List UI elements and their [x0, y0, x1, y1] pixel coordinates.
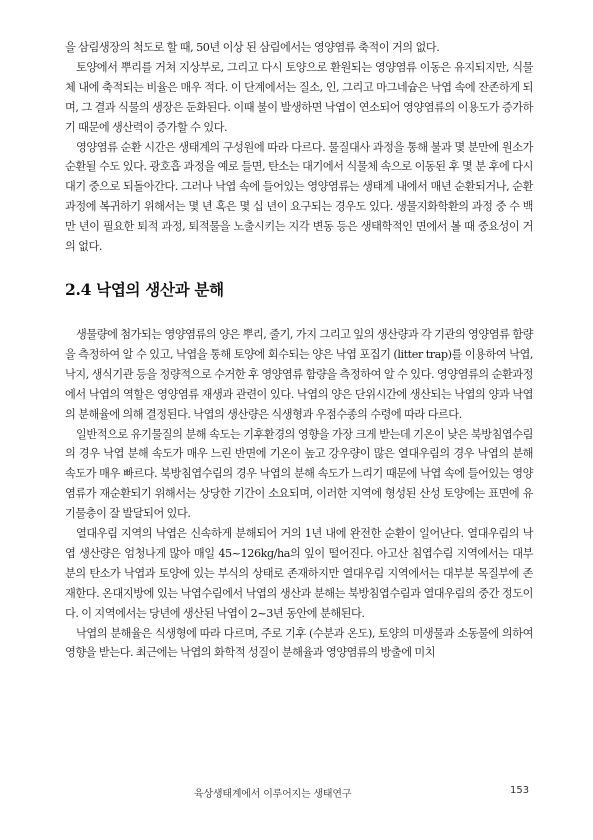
paragraph-nutrient-movement: 토양에서 뿌리를 거쳐 지상부로, 그리고 다시 토양으로 환원되는 영양염류 이동은 유지되지만, 식물체 내에 축적되는 비율은 매우 적다. 이 단계에서는 질소, 인, 그리고 마그네슘은 낙엽 속에 잔존하게 되며, 그 결과 식물의 생장은 둔화된다. 이때 불이 발생하면 낙엽이 연소되어 영양염류의 이용도가 증가하기 때문에 생산력이 증가할 수 있다.: [65, 60, 533, 134]
paragraph-cycling-time: 영양염류 순환 시간은 생태계의 구성원에 따라 다르다. 물질대사 과정을 통해 불과 몇 분만에 원소가 순환될 수도 있다. 광호흡 과정을 예로 들면, 탄소는 대기에서 식물체 속으로 이동된 후 몇 분 후에 다시 대기 중으로 되돌아간다. 그러나 낙엽 속에 들어있는 영양염류는 생태계 내에서 매년 순환되거나, 순환과정에 복귀하기 위해서는 몇 년 혹은 몇 십 년이 요구되는 경우도 있다. 생물지화학환의 과정 중 수 백만 년이 필요한 퇴적 과정, 퇴적물을 노출시키는 지각 변동 등은 생태학적인 면에서 볼 때 중요성이 거의 없다.: [65, 140, 533, 254]
body-text: [65, 38, 533, 663]
section-heading: 2.4 낙엽의 생산과 분해: [65, 279, 224, 299]
paragraph-decomposition-rate: 일반적으로 유기물질의 분해 속도는 기후환경의 영향을 가장 크게 받는데 기온이 낮은 북방침엽수림의 경우 낙엽 분해 속도가 매우 느린 반면에 기온이 높고 강우량이 많은 열대우림의 경우 낙엽의 분해 속도가 매우 빠르다. 북방침엽수림의 경우 낙엽의 분해 속도가 느리기 때문에 낙엽 속에 들어있는 영양염류가 재순환되기 위해서는 상당한 기간이 소요되며, 이러한 지역에 형성된 산성 토양에는 표면에 유기물층이 잘 발달되어 있다.: [65, 427, 533, 521]
paragraph-tropical-forest: 열대우림 지역의 낙엽은 신속하게 분해되어 거의 1년 내에 완전한 순환이 일어난다. 열대우림의 낙엽 생산량은 엄청나게 많아 매일 45~126kg/ha의 잎이 떨어진다. 아고산 침엽수림 지역에서는 대부분의 탄소가 낙엽과 토양에 있는 부식의 상태로 존재하지만 열대우림 지역에서는 대부분 목질부에 존재한다. 온대지방에 있는 낙엽수림에서 낙엽의 생산과 분해는 북방침엽수림과 열대우림의 중간 정도이다. 이 지역에서는 당년에 생산된 낙엽이 2~3년 동안에 분해된다.: [65, 527, 533, 620]
paragraph-decomposition-factors: 낙엽의 분해율은 식생형에 따라 다르며, 주로 기후 (수분과 온도), 토양의 미생물과 소동물에 의하여 영향을 받는다. 최근에는 낙엽의 화학적 성질이 분해율과 영양염류의 방출에 미치: [65, 626, 533, 660]
page-footer: [0, 785, 593, 801]
page-number: 153: [510, 785, 530, 796]
running-title: 육상생태계에서 이루어지는 생태연구: [194, 789, 352, 800]
paragraph-continuation: 을 삼림생장의 척도로 할 때, 50년 이상 된 삼림에서는 영양염류 축적이 거의 없다.: [65, 41, 440, 54]
paragraph-litter-production: 생물량에 첨가되는 영양염류의 양은 뿌리, 줄기, 가지 그리고 잎의 생산량과 각 기관의 영양염류 함량을 측정하여 알 수 있고, 낙엽을 통해 토양에 회수되는 양은 낙엽 포집기 (litter trap)를 이용하여 낙엽, 낙지, 생식기관 등을 정량적으로 수거한 후 영양염류 함량을 측정하여 알 수 있다. 영양염류의 순환과정에서 낙엽의 역할은 영양염류 재생과 관련이 있다. 낙엽의 양은 단위시간에 생산되는 낙엽의 양과 낙엽의 분해율에 의해 결정된다. 낙엽의 생산량은 식생형과 우점수종의 수령에 따라 다르다.: [65, 327, 533, 421]
